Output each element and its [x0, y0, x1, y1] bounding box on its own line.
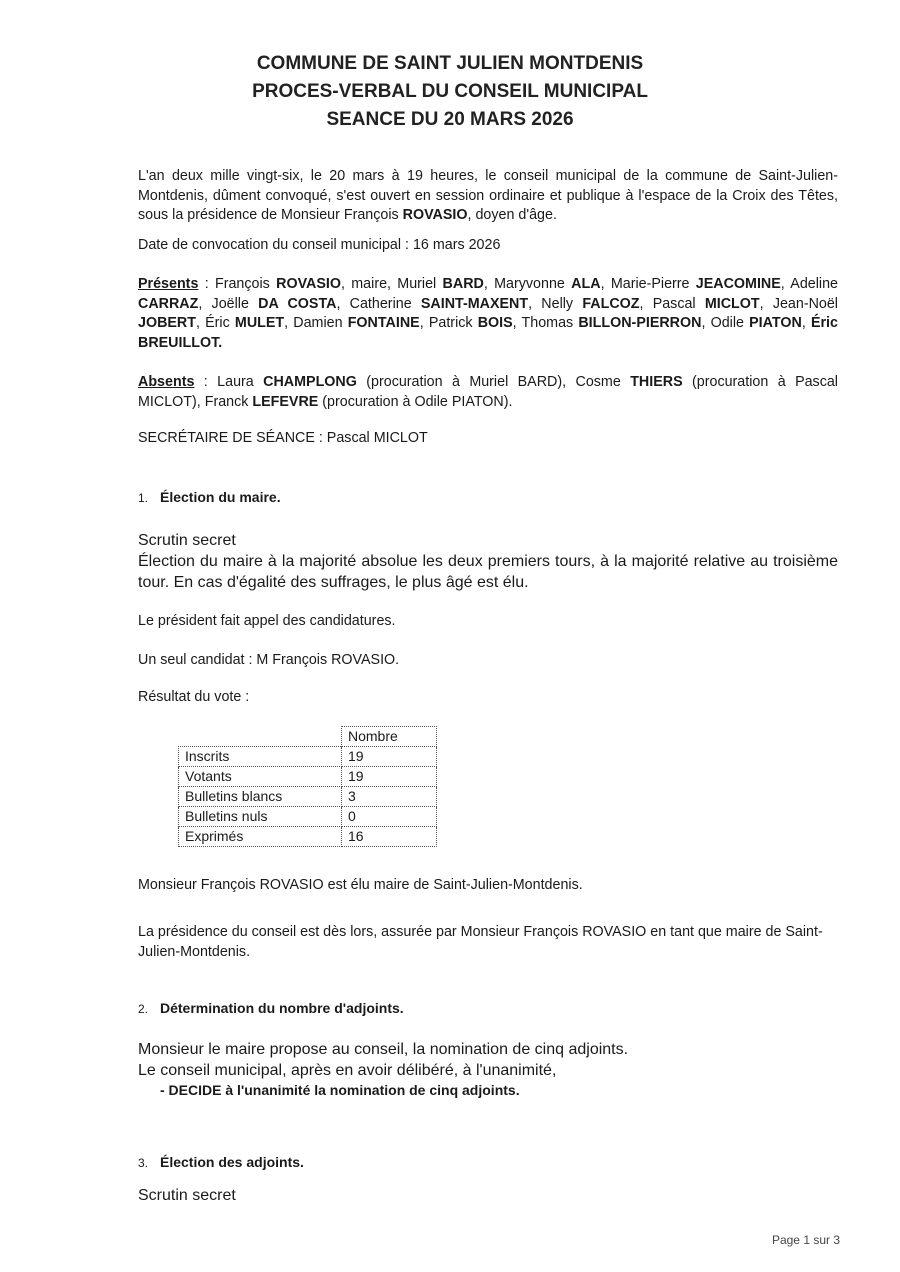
section-title: Élection du maire.: [160, 489, 281, 505]
text-segment: (procuration à Muriel BARD), Cosme: [356, 374, 631, 390]
paragraph-label: Absents: [138, 374, 195, 390]
text-segment: , doyen d'âge.: [467, 207, 557, 223]
section-number: 1.: [138, 491, 149, 505]
title-seance: SEANCE DU 20 MARS 2026: [326, 109, 574, 130]
election-rule: Élection du maire à la majorité absolue les deux premiers tours, à la majorité relative au troisième tour. En cas d'égalité des suffrages, le plus âgé est élu.: [138, 553, 838, 591]
row-label: Exprimés: [179, 827, 342, 847]
text-segment: (procuration à Pascal MICLOT), Franck: [138, 374, 838, 410]
name-bold: LEFEVRE: [252, 393, 319, 410]
row-value: 19: [342, 767, 437, 787]
name-bold: FALCOZ: [582, 295, 640, 312]
document-title: [0, 50, 900, 134]
decision: - DECIDE à l'unanimité la nomination de cinq adjoints.: [160, 1082, 520, 1098]
text-segment: , Joëlle: [198, 295, 259, 312]
row-label: Bulletins nuls: [179, 807, 342, 827]
table-row: [179, 827, 437, 847]
intro-paragraph: [138, 167, 838, 226]
text-segment: (procuration à Odile PIATON).: [318, 393, 513, 410]
text-segment: , Éric: [196, 315, 235, 331]
table-row: [179, 807, 437, 827]
text-segment: , maire, Muriel: [341, 276, 443, 292]
name-bold: DA COSTA: [258, 295, 337, 312]
text-segment: , Adeline: [780, 276, 838, 292]
name-bold: BOIS: [477, 315, 513, 331]
row-value: 3: [342, 787, 437, 807]
absents-paragraph: [138, 373, 838, 412]
text-segment: ,: [801, 315, 811, 331]
resultat-label: Résultat du vote :: [138, 689, 250, 705]
paragraph-label: Présents: [138, 276, 199, 292]
text-segment: , Nelly: [528, 295, 583, 312]
section-number: 2.: [138, 1002, 149, 1016]
row-label: Bulletins blancs: [179, 787, 342, 807]
table-row: [179, 767, 437, 787]
text-segment: , Jean-Noël: [759, 295, 838, 312]
row-value: 0: [342, 807, 437, 827]
presents-paragraph: [138, 275, 838, 353]
text-segment: L'an deux mille vingt-six, le 20 mars à 19 heures, le conseil municipal de la commune de Saint-Julien-Montdenis, dûment convoqué, s'est ouvert en session ordinaire et publique à l'espace de la Croix des Têtes, sous la présidence de Monsieur François: [138, 168, 838, 223]
title-commune: COMMUNE DE SAINT JULIEN MONTDENIS: [256, 53, 644, 74]
text-segment: , Marie-Pierre: [600, 276, 696, 292]
text-segment: , Damien: [284, 315, 348, 331]
row-value: 19: [342, 747, 437, 767]
name-bold: THIERS: [630, 374, 683, 390]
secretaire-seance: SECRÉTAIRE DE SÉANCE : Pascal MICLOT: [138, 430, 428, 446]
name-bold: CHAMPLONG: [263, 374, 357, 390]
row-label: Inscrits: [179, 747, 342, 767]
text-segment: , Catherine: [336, 295, 421, 312]
name-bold: CARRAZ: [138, 295, 199, 312]
vote-results-table: [178, 726, 437, 847]
row-label: Votants: [179, 767, 342, 787]
name-bold: PIATON: [749, 315, 802, 331]
section-2-heading: [138, 1000, 404, 1016]
text-segment: : Laura: [194, 374, 264, 390]
text-segment: , Maryvonne: [483, 276, 572, 292]
section-title: Détermination du nombre d'adjoints.: [160, 1000, 404, 1016]
column-header: Nombre: [342, 727, 437, 747]
convocation-date: Date de convocation du conseil municipal : 16 mars 2026: [138, 237, 501, 253]
section-1-heading: [138, 489, 281, 505]
presidence-paragraph: La présidence du conseil est dès lors, assurée par Monsieur François ROVASIO en tant que maire de Saint-Julien-Montdenis.: [138, 924, 823, 960]
appel-candidatures: Le président fait appel des candidatures.: [138, 613, 396, 629]
scrutin-secret: Scrutin secret: [138, 532, 236, 549]
name-bold: ROVASIO: [276, 276, 341, 292]
candidat: Un seul candidat : M François ROVASIO.: [138, 652, 400, 668]
table-row: [179, 787, 437, 807]
table-row: [179, 747, 437, 767]
text-segment: : François: [198, 276, 277, 292]
title-proces-verbal: PROCES-VERBAL DU CONSEIL MUNICIPAL: [252, 81, 648, 102]
scrutin-secret-adjoints: Scrutin secret: [138, 1187, 236, 1204]
page-number: Page 1 sur 3: [771, 1233, 840, 1247]
text-segment: , Patrick: [419, 315, 478, 331]
row-value: 16: [342, 827, 437, 847]
text-segment: , Thomas: [512, 315, 579, 331]
section-3-heading: [138, 1154, 304, 1170]
name-bold: MULET: [234, 315, 285, 331]
section-number: 3.: [138, 1156, 149, 1170]
section-title: Élection des adjoints.: [160, 1154, 304, 1170]
proposition-adjoints: Monsieur le maire propose au conseil, la nomination de cinq adjoints.: [138, 1041, 629, 1058]
name-bold: Éric BREUILLOT.: [138, 315, 838, 351]
name-bold: FONTAINE: [347, 315, 420, 331]
table-header-row: [179, 727, 437, 747]
name-bold: BILLON-PIERRON: [578, 315, 702, 331]
name-bold: SAINT-MAXENT: [420, 295, 529, 312]
name-bold: JOBERT: [138, 315, 196, 331]
text-segment: , Pascal: [639, 295, 705, 312]
text-segment: , Odile: [701, 315, 750, 331]
name-bold: MICLOT: [704, 295, 760, 312]
name-bold: BARD: [442, 276, 484, 292]
deliberation: Le conseil municipal, après en avoir délibéré, à l'unanimité,: [138, 1062, 557, 1079]
name-bold: JEACOMINE: [695, 276, 781, 292]
name-bold: ALA: [571, 276, 601, 292]
maire-elu: Monsieur François ROVASIO est élu maire de Saint-Julien-Montdenis.: [138, 877, 583, 893]
name-bold: ROVASIO: [402, 207, 468, 223]
